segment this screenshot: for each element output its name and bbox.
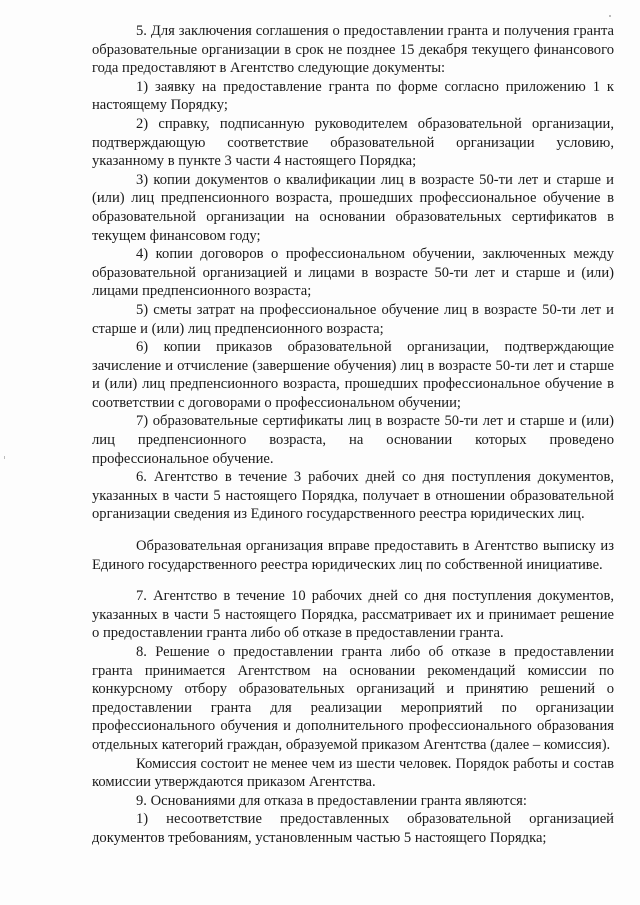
list-item-7: 7) образовательные сертификаты лиц в возрасте 50-ти лет и старше и (или) лиц предпенсионного возраста, на основании которых проведено профессиональное обучение. [92, 413, 614, 467]
paragraph-6-note: Образовательная организация вправе предоставить в Агентство выписку из Единого государственного реестра юридических лиц по собственной инициативе. [92, 538, 614, 573]
list-item-5: 5) сметы затрат на профессиональное обучение лиц в возрасте 50-ти лет и старше и (или) лиц предпенсионного возраста; [92, 301, 614, 337]
list-item-4: 4) копии договоров о профессиональном обучении, заключенных между образовательной организацией и лицами в возрасте 50-ти лет и старше и (или) лицами предпенсионного возраста; [92, 246, 614, 300]
list-item-3: 3) копии документов о квалификации лиц в возрасте 50-ти лет и старше и (или) лиц предпенсионного возраста, прошедших профессиональное обучение в образовательной организации на основании образовательных сертификатов в текущем финансовом году; [92, 171, 614, 244]
paragraph-8: 8. Решение о предоставлении гранта либо об отказе в предоставлении гранта принимается Агентством на основании рекомендаций комиссии по конкурсному отбору образовательных организаций и принятию решений о предоставлении гранта для реализации мероприятий по организации профессионального обучения и дополнительного профессионального образования отдельных категорий граждан, образуемой приказом Агентства (далее – комиссия). [92, 644, 614, 753]
paragraph-8-note: Комиссия состоит не менее чем из шести человек. Порядок работы и состав комиссии утверждаются приказом Агентства. [92, 755, 614, 791]
paragraph-5: 5. Для заключения соглашения о предоставлении гранта и получения гранта образовательные организации в срок не позднее 15 декабря текущего финансового года предоставляют в Агентство следующие документы: [92, 23, 614, 77]
list-item-9-1: 1) несоответствие предоставленных образовательной организацией документов требованиям, установленным частью 5 настоящего Порядка; [92, 811, 614, 846]
paragraph-9: 9. Основаниями для отказа в предоставлении гранта являются: [136, 792, 527, 809]
list-item-2: 2) справку, подписанную руководителем образовательной организации, подтверждающую соответствие образовательной организации условию, указанному в пункте 3 части 4 настоящего Порядка; [92, 115, 614, 170]
document-body [92, 22, 614, 848]
list-item-6: 6) копии приказов образовательной организации, подтверждающие зачисление и отчисление (завершение обучения) лиц в возрасте 50-ти лет и старше и (или) лиц предпенсионного возраста, прошедших профессиональное обучение в соответствии с договорами о профессиональном обучении; [92, 339, 614, 411]
paragraph-7: 7. Агентство в течение 10 рабочих дней со дня поступления документов, указанных в части 5 настоящего Порядка, рассматривает их и принимает решение о предоставлении гранта либо об отказе в предоставлении гранта. [92, 588, 614, 642]
scan-artifact [4, 456, 5, 459]
scan-artifact [609, 15, 611, 17]
paragraph-6: 6. Агентство в течение 3 рабочих дней со дня поступления документов, указанных в части 5 настоящего Порядка, получает в отношении образовательной организации сведения из Единого государственного реестра юридических лиц. [92, 469, 614, 523]
list-item-1: 1) заявку на предоставление гранта по форме согласно приложению 1 к настоящему Порядку; [92, 78, 614, 114]
